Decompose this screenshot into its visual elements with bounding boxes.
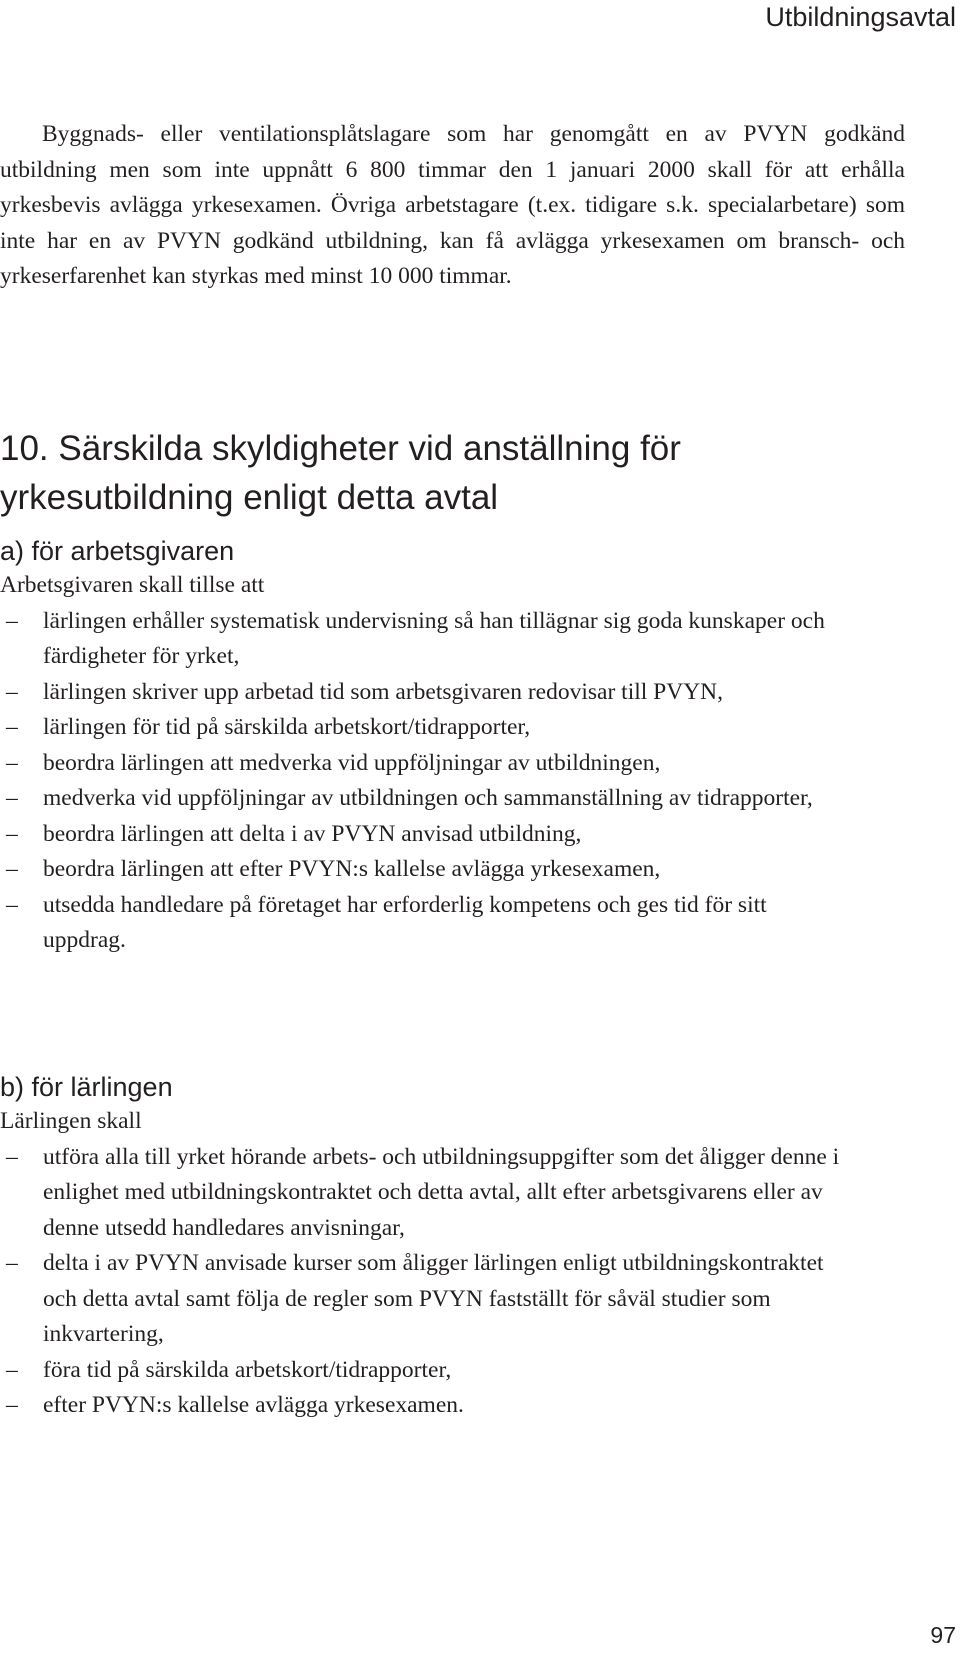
apprentice-duty-list xyxy=(0,1140,905,1424)
section-heading: 10. Särskilda skyldigheter vid anställning för yrkesutbildning enligt detta avtal xyxy=(0,429,681,517)
list-item-text: utföra alla till yrket hörande arbets- och utbildningsuppgifter som det åligger denne i enlighet med utbildningskontraktet och detta avtal, allt efter arbetsgivarens eller av denne utsedd handledares anvisningar, xyxy=(43,1143,840,1241)
list-item-text: beordra lärlingen att efter PVYN:s kallelse avlägga yrkesexamen, xyxy=(43,856,661,882)
apprentice-heading: b) för lärlingen xyxy=(0,1072,173,1102)
apprentice-section xyxy=(0,1070,905,1424)
list-item-text: utsedda handledare på företaget har erforderlig kompetens och ges tid för sitt uppdrag. xyxy=(43,891,767,953)
list-item xyxy=(0,1140,851,1247)
running-header-title: Utbildningsavtal xyxy=(765,2,956,32)
list-item xyxy=(0,710,851,746)
apprentice-lead: Lärlingen skall xyxy=(0,1108,142,1134)
list-item-text: lärlingen för tid på särskilda arbetskort/tidrapporter, xyxy=(43,714,531,740)
employer-heading: a) för arbetsgivaren xyxy=(0,536,235,566)
list-item-text: beordra lärlingen att medverka vid uppföljningar av utbildningen, xyxy=(43,749,661,776)
list-item xyxy=(0,1353,851,1389)
employer-duty-list xyxy=(0,604,905,959)
dash-bullet: – xyxy=(6,1143,18,1170)
list-item xyxy=(0,781,851,817)
dash-bullet: – xyxy=(6,785,18,811)
dash-bullet: – xyxy=(6,1356,18,1383)
dash-bullet: – xyxy=(6,891,18,918)
list-item xyxy=(0,1246,851,1353)
dash-bullet: – xyxy=(6,1250,18,1276)
employer-lead: Arbetsgivaren skall tillse att xyxy=(0,572,265,598)
list-item xyxy=(0,675,851,711)
employer-section xyxy=(0,534,905,959)
list-item-text: medverka vid uppföljningar av utbildningen och sammanställning av tidrapporter, xyxy=(43,785,813,811)
dash-bullet: – xyxy=(6,856,18,882)
list-item-text: lärlingen erhåller systematisk undervisning så han tillägnar sig goda kunskaper och färdigheter för yrket, xyxy=(43,607,825,669)
list-item xyxy=(0,1388,851,1424)
page-number: 97 xyxy=(930,1622,956,1648)
list-item-text: föra tid på särskilda arbetskort/tidrapporter, xyxy=(43,1356,452,1383)
list-item-text: beordra lärlingen att delta i av PVYN anvisad utbildning, xyxy=(43,820,582,847)
list-item xyxy=(0,746,851,782)
dash-bullet: – xyxy=(6,749,18,776)
list-item xyxy=(0,888,851,959)
list-item xyxy=(0,817,851,853)
list-item-text: efter PVYN:s kallelse avlägga yrkesexamen. xyxy=(43,1392,464,1418)
intro-paragraph: Byggnads- eller ventilationsplåtslagare som har genomgått en av PVYN godkänd utbildning men som inte uppnått 6 800 timmar den 1 januari 2000 skall för att erhålla yrkesbevis avlägga yrkesexamen. Övriga arbetstagare (t.ex. tidigare s.k. specialarbetare) som inte har en av PVYN godkänd utbildning, kan få avlägga yrkesexamen om bransch- och yrkeserfarenhet kan styrkas med minst 10 000 timmar. xyxy=(0,121,905,289)
list-item-text: lärlingen skriver upp arbetad tid som arbetsgivaren redovisar till PVYN, xyxy=(43,678,724,705)
dash-bullet: – xyxy=(6,714,18,740)
dash-bullet: – xyxy=(6,820,18,847)
list-item xyxy=(0,604,851,675)
list-item xyxy=(0,852,851,888)
dash-bullet: – xyxy=(6,607,18,634)
dash-bullet: – xyxy=(6,678,18,705)
list-item-text: delta i av PVYN anvisade kurser som åligger lärlingen enligt utbildningskontraktet och detta avtal samt följa de regler som PVYN fastställt för såväl studier som inkvartering, xyxy=(43,1250,824,1347)
dash-bullet: – xyxy=(6,1392,18,1418)
